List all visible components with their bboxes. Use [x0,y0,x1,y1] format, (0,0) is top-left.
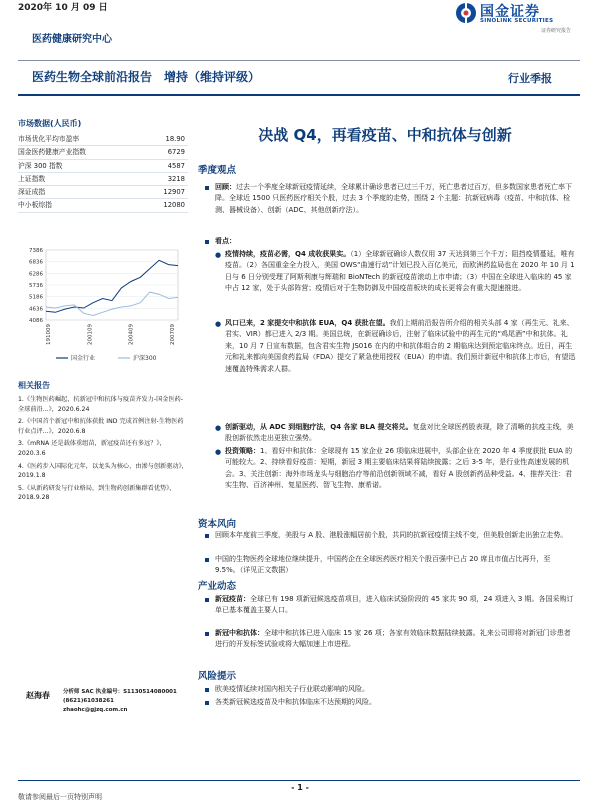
section-industry: 产业动态 [198,581,237,592]
chart-series-line [46,292,178,315]
bullet-dot-icon: ● [215,320,222,328]
bullet-dot-icon: ● [215,424,222,432]
sinolink-logo [455,0,595,26]
chart-ytick-label: 6286 [29,271,43,278]
market-value: 6729 [167,148,185,157]
bullet-dot-icon: ● [215,448,222,456]
bullet-square-icon [205,701,209,705]
related-heading: 相关报告 [18,381,50,390]
analyst-email[interactable]: zhaohc@gjzq.com.cn [63,707,128,713]
report-title: 医药生物全球前沿报告 增持（维持评级） [32,70,261,84]
analyst-info [63,688,177,715]
chart-legend-label: 国金行业 [71,355,96,362]
report-class: 证券研究报告 [541,28,572,34]
index-chart [18,244,188,374]
chart-ytick-label: 4086 [29,318,43,324]
related-item[interactable]: 3.《mRNA 还是载体重组苗，新冠疫苗还有多远？》，2020.3.6 [18,440,166,457]
chart-ytick-label: 5186 [29,294,43,301]
market-row [18,160,188,173]
footer-disclaimer: 敬请参阅最后一页特别声明 [18,793,102,801]
risk-point-1: 欧美疫情延续对国内相关子行业联动影响的风险。 [215,684,577,695]
chart-xtick-label: 200709 [170,324,176,345]
adc-point: ● 创新驱动，从 ADC 到细胞疗法，Q4 各家 BLA 提交将兑。复盘对比全球医药股表现，除了清晰的抗疫主线，美股创新依然走出更独立强势。 [215,423,574,443]
chart-legend-label: 沪深300 [133,355,157,362]
industry-vaccine: 新冠疫苗：全球已有 198 项新冠候选疫苗项目，进入临床试验阶段的 45 家共 90 项，24 项进入 3 期。各国采购订单已基本覆盖主要人口。 [215,594,577,617]
focus-heading: 看点： [215,236,577,247]
bullet-square-icon [205,534,209,538]
bullet-square-icon [205,240,209,244]
market-value: 3218 [167,174,185,183]
vaccine-point: ● 疫情持续，疫苗必需，Q4 成收获果实。（1）全球新冠确诊人数仅用 37 天达到第三个千万；阻挡疫情蔓延，唯有疫苗。（2）各国重金全力投入，美国 OWS“曲速行动”计划已投入百亿美元，而欧洲药监局也在 2020 年 10 月 1 日与 6 日分别受理了阿斯利康与辉瑞和 BioNTech 的新冠疫苗滚动上市申请；（3）中国在全球进入临床的 45 家中占 12 家，处于头部阵营；疫情后对于生物防御及中国疫苗板块的成长更将会有重大提速推进。 [215,250,575,293]
market-label: 深证成指 [18,188,46,197]
industry-antibody: 新冠中和抗体：全球中和抗体已进入临床 15 家 26 项；各家有效临床数据陆续披露。礼来公司即将对新冠门诊患者进行的开发标签试验或将大幅加速上市进程。 [215,628,577,651]
logo-mark-icon [455,2,477,24]
chart-ytick-label: 6836 [29,259,43,266]
market-row [18,186,188,199]
related-reports [18,380,188,503]
market-row [18,173,188,186]
bullet-dot-icon: ● [215,251,222,259]
chart-xtick-label: 191009 [46,324,52,345]
market-value: 4587 [167,161,185,170]
section-quarterly-view: 季度观点 [198,165,237,176]
chart-xtick-label: 200109 [87,324,94,345]
market-data [18,118,188,213]
analyst-license: 分析师 SAC 执业编号：S1130514080001 [63,689,177,695]
research-center: 医药健康研究中心 [32,34,112,45]
market-value: 12080 [163,201,185,210]
market-label: 市场优化平均市盈率 [18,135,80,143]
market-row [18,133,188,146]
bullet-square-icon [205,186,209,190]
analyst-name: 赵海春 [26,691,50,700]
bullet-square-icon [205,598,209,602]
related-item[interactable]: 4.《医药步入国际化元年，以龙头为核心，由渗与创新驱动》，2019.1.8 [18,462,188,480]
related-item[interactable]: 5.《从新药研发与行业格局，到生物药创新集群看优势》，2018.9.28 [18,484,176,502]
chart-ytick-label: 5736 [29,283,43,289]
market-label: 上证指数 [18,174,46,183]
invest-point: ● 投资策略：1、看好中和抗体：全球现有 15 家企业 26 项临床进展中，头部企业在 2020 年 4 季度获批 EUA 的可能较大。2、持续看好疫苗：短期，新冠 3 期主要临床结果将陆续披露；之后 3-5 年，是行业性高速发展的机会。3、关注创新：海外市场龙头与细胞治疗等前沿创新领域不减，看好 A 股创新药品种受益。4、推荐关注：君实生物、百济神州、复星医药、智飞生物、康希诺。 [215,447,573,490]
main-title: 决战 Q4，再看疫苗、中和抗体与创新 [258,126,512,144]
risk-point-2: 各类新冠候选疫苗及中和抗体临床不达预期的风险。 [215,697,577,708]
market-value: 12907 [163,188,185,197]
report-type: 行业季报 [508,72,552,85]
chart-series-line [46,260,178,312]
related-item[interactable]: 1.《生物医药崛起，抗新冠中和抗体与疫苗齐发力-国金医药-全球前沿...》，2020.6.24 [18,396,184,413]
antibody-point: ● 风口已来，2 家提交中和抗体 EUA，Q4 获批在望。我们上期前沿报告所介绍的相关头部 4 家（再生元、礼来、君实、VIR）都已进入 2/3 期。美国总统，在新冠确诊后，注射了临床试验中的再生元的“鸡尾酒”中和抗体。礼来，10 月 7 日宣布数据，包含君实生物 JS016 在内的中和抗体组合的 2 期临床达到预定临床终点。近日，再生元和礼来都向美国食药监局（FDA）提交了紧急使用授权（EUA）的申请。我们预计新冠中和抗体上市后，有望迅速覆盖特殊需求人群。 [215,319,576,373]
title-divider [18,94,580,96]
logo-en: SINOLINK SECURITIES [480,18,554,24]
market-row [18,146,188,159]
header-divider [18,60,580,61]
chart-xtick-label: 200409 [128,324,135,345]
chart-ytick-label: 4636 [29,306,43,313]
chart-ytick-label: 7386 [29,248,43,254]
section-risk: 风险提示 [198,671,237,682]
section-capital-trend: 资本风向 [198,519,237,530]
report-date: 2020年 10 月 09 日 [18,3,108,13]
bullet-square-icon [205,632,209,636]
footer-divider [18,780,580,781]
market-label: 沪深 300 指数 [18,161,63,170]
index-chart-svg [18,244,188,374]
related-item[interactable]: 2.《中国首个新冠中和抗体获批 IND 完成首例注射-生物医药行业点评...》，2020.6.8 [18,418,184,435]
review-paragraph: 回顾：过去一个季度全球新冠疫情延续，全球累计确诊患者已过三千万，死亡患者过百万，但多数国家患者死亡率下降。全球近 1500 只医药医疗相关个股，过去 3 个季度的走势，围绕 2 个主题：抗新冠病毒（疫苗、中和抗体、检测、器械设备）、创新（ADC、其他创新疗法）。 [215,182,577,216]
market-heading: 市场数据(人民币) [18,119,82,128]
bullet-square-icon [205,688,209,692]
logo-cn: 国金证券 [480,4,540,20]
capital-point-1: 回顾本年度前三季度，美股与 A 股、港股涨幅居前个股，共同的抗新冠疫情主线不变，但美股创新走出独立走势。 [215,530,577,541]
page-number: - 1 - [291,783,309,792]
market-label: 国金医药健康产业指数 [18,148,86,157]
bullet-square-icon [205,558,209,562]
capital-point-2: 中国的生物医药全球地位继续提升，中国药企在全球医药医疗相关个股百强中已占 20 席且市值占比再升，至 9.5%。（详见正文数据） [215,554,577,577]
market-value: 18.90 [165,135,185,143]
analyst-phone: (8621)61038261 [63,698,114,704]
market-label: 中小板综指 [18,201,52,210]
market-row [18,199,188,212]
